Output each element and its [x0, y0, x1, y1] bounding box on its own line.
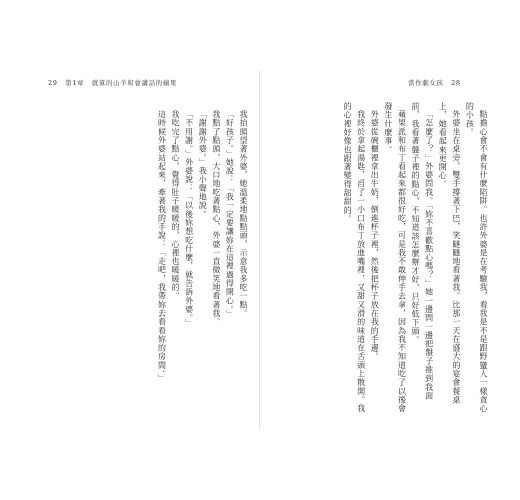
paragraph: 外婆坐在桌旁，雙手撐著下巴，笑瞇瞇地看著我。比那一天在盛大的宴會餐桌上，她看起來更開心。 — [438, 102, 461, 405]
paragraph: 點擔心會不會有什麼陷阱。也許外婆是在考驗我，看我是不是跟野蠻人一樣貪心的小孩。 — [465, 102, 488, 413]
paragraph: 這時候外婆站起來，牽著我的手說：「走吧，我帶妳去看看妳的房間。」 — [157, 110, 167, 383]
book-gutter — [259, 70, 260, 430]
paragraph: 我點了點頭，大口地吃著點心，外婆一直微笑地看著我。 — [211, 110, 221, 327]
left-page-text — [50, 102, 250, 414]
paragraph: 我抬頭望著外婆，她溫柔地點點頭，示意我多吃一點。 — [239, 110, 248, 318]
left-running-title: 就算的山羊和會講話的蘋果 — [91, 79, 177, 87]
right-page-header — [408, 78, 466, 87]
paragraph: 「怎麼了？」外婆問我。「妳不喜歡點心嗎？」她一邊問一邊把盤子推到我面前，我看著盤子裡的點心，不知道該怎麼辦才好，只好低下頭。 — [411, 102, 434, 401]
paragraph: 我吃完了點心，覺得肚子暖暖的，心裡也暖暖的。 — [171, 110, 181, 301]
right-page-text — [272, 102, 490, 414]
right-running-title: 當作劇女孩 — [408, 79, 444, 87]
paragraph: 「不用謝。」外婆說：「以後妳想吃什麼，就告訴外婆。」 — [184, 110, 194, 327]
paragraph: 我終於拿起湯匙，舀了一小口布丁放進嘴裡，又甜又滑的味道在舌頭上散開。我的心裡好像也跟著變得甜甜的。 — [343, 102, 366, 413]
paragraph: 「好孩子。」她說：「我一定要讓妳在這裡過得開心。」 — [225, 110, 235, 319]
paragraph: 蘋果派和布丁看起來都很好吃，可是我不敢伸手去拿，因為我不知道吃了以後會發生什麼事。 — [383, 102, 407, 413]
left-page-number: 29 — [48, 79, 58, 87]
left-page-header — [48, 78, 182, 87]
right-page-number: 28 — [451, 79, 461, 87]
left-chapter-label: 第1章 — [65, 79, 85, 87]
paragraph: 「謝謝外婆。」我小聲地說。 — [198, 110, 208, 219]
paragraph: 外婆從碗櫃裡拿出牛奶，倒進杯子裡，然後把杯子放在我的手邊。 — [370, 110, 380, 361]
